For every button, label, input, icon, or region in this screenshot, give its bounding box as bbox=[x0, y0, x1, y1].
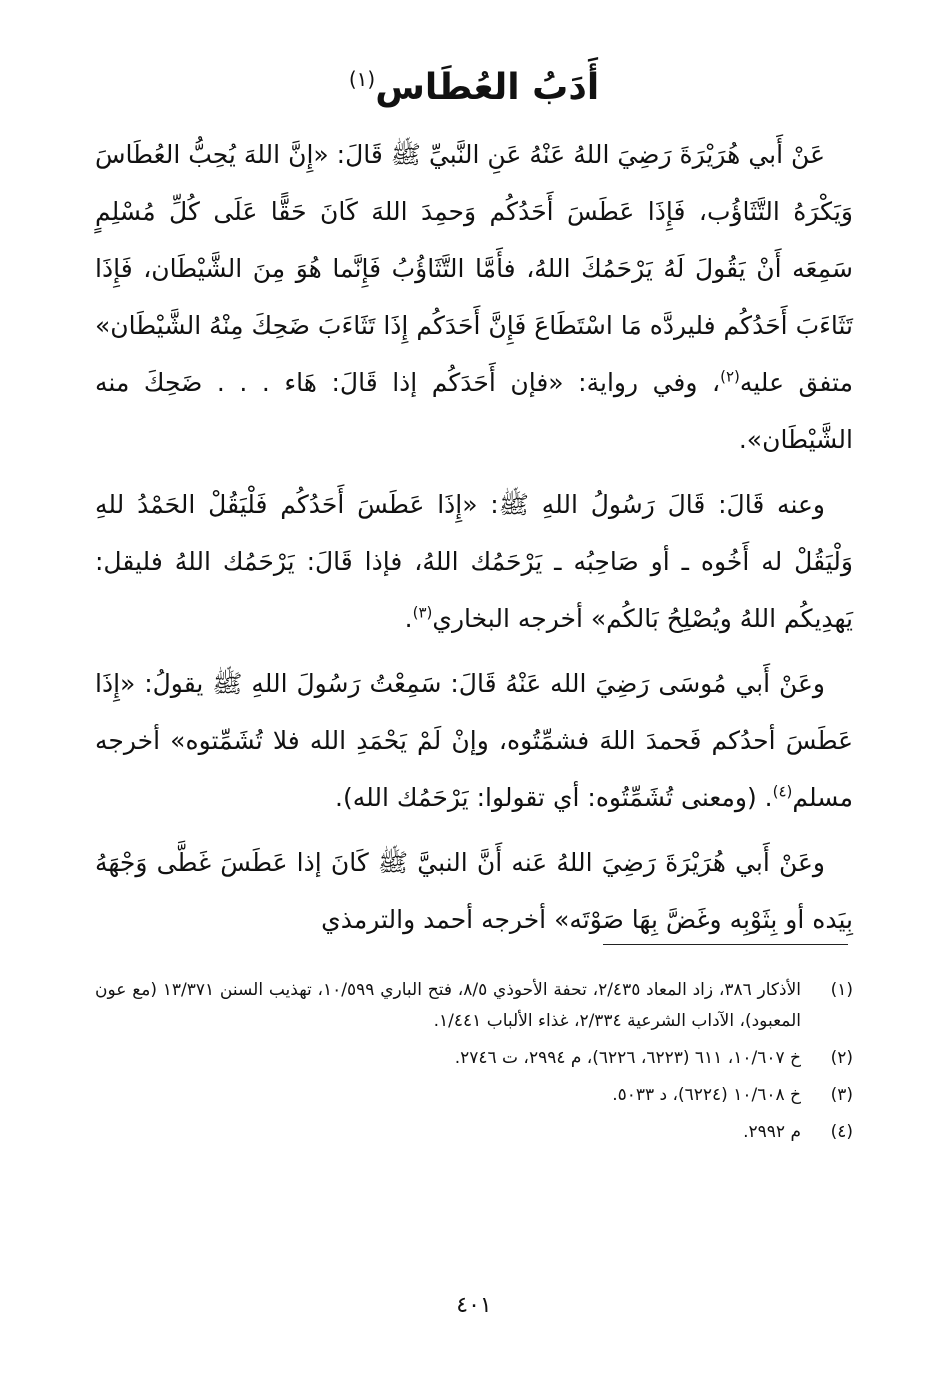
footnote-number: (٤) bbox=[830, 1122, 853, 1142]
paragraph bbox=[95, 126, 853, 468]
paragraph-text: عَنْ أَبي هُرَيْرَةَ رَضِيَ اللهُ عَنْهُ عَنِ النَّبيِّ ﷺ قَالَ: «إِنَّ اللهَ يُحِبُّ العُطَاسَ وَيَكْرَهُ التَّثَاؤُب، فَإِذَا عَطَسَ أَحَدُكُم وَحمِدَ اللهَ كَانَ حَقًّا عَلَى كُلِّ مُسْلِمٍ سَمِعَه أَنْ يَقُولَ لَهُ يَرْحَمُكَ اللهُ، فأَمَّا التَّثَاؤُبُ فَإِنَّما هُوَ مِنَ الشَّيْطَان، فَإِذَا تَثَاءَبَ أَحَدُكُم فليردَّه مَا اسْتَطَاعَ فَإِنَّ أَحَدَكُم إِذَا تَثَاءَبَ ضَحِكَ مِنْهُ الشَّيْطَان» متفق عليه bbox=[95, 140, 853, 397]
paragraph-text: ، وفي رواية: «فإن أَحَدَكُم إذا قَالَ: هَاء . . . ضَحِكَ منه الشَّيْطَان». bbox=[95, 368, 853, 454]
footnote-text: م ٢٩٩٢. bbox=[743, 1122, 801, 1142]
footnote-text: الأذكار ٣٨٦، زاد المعاد ٢/٤٣٥، تحفة الأحوذي ٨/٥، فتح الباري ١٠/٥٩٩، تهذيب السنن ١٣/٣٧١ (مع عون المعبود)، الآداب الشرعية ٢/٣٣٤، غذاء الألباب ١/٤٤١. bbox=[95, 980, 802, 1031]
paragraph-text: وعَنْ أَبي مُوسَى رَضِيَ الله عَنْهُ قَالَ: سَمِعْتُ رَسُولَ اللهِ ﷺ يقولُ: «إِذَا عَطَسَ أحدُكم فَحمدَ اللهَ فشمِّتُوه، وإنْ لَمْ يَحْمَدِ الله فلا تُشَمِّتوه» أخرجه مسلم bbox=[95, 669, 853, 812]
footnote-item bbox=[95, 1080, 853, 1111]
page-title bbox=[0, 58, 948, 118]
paragraph-text: . bbox=[404, 604, 413, 633]
title-text: أَدَبُ العُطَاس bbox=[375, 67, 600, 108]
footnote-text: خ ١٠/٦٠٧، ٦١١ (٦٢٢٣، ٦٢٢٦)، م ٢٩٩٤، ت ٢٧٤٦. bbox=[454, 1048, 801, 1068]
title-footnote-ref: (١) bbox=[348, 67, 376, 91]
footnote-item bbox=[95, 1043, 853, 1074]
footnote-separator bbox=[603, 944, 848, 945]
footnote-number: (٣) bbox=[830, 1085, 853, 1105]
body-text bbox=[95, 126, 853, 956]
footnote-number: (١) bbox=[830, 980, 853, 1000]
paragraph-text: وعنه قَالَ: قَالَ رَسُولُ اللهِ ﷺ: «إِذَا عَطَسَ أَحَدُكُم فَلْيَقُلْ الحَمْدُ للهِ وَلْيَقُلْ له أَخُوه ـ أو صَاحِبُه ـ يَرْحَمُك اللهُ، فإذا قَالَ: يَرْحَمُك اللهُ فليقل: يَهدِيكُم اللهُ ويُصْلِحُ بَالكُم» أخرجه البخاري bbox=[95, 490, 853, 633]
paragraph bbox=[95, 476, 853, 647]
footnote-ref: (٢) bbox=[720, 367, 740, 386]
footnote-ref: (٣) bbox=[412, 603, 433, 622]
paragraph bbox=[95, 655, 853, 826]
paragraph-text: وعَنْ أَبي هُرَيْرَةَ رَضِيَ اللهُ عَنه أَنَّ النبيَّ ﷺ كَانَ إذا عَطَسَ غَطَّى وَجْهَهُ بِيَده أو بِثَوْبِه وغَضَّ بِهَا صَوْتَه» أخرجه أحمد والترمذي bbox=[95, 848, 853, 934]
footnote-number: (٢) bbox=[830, 1048, 853, 1068]
footnote-item bbox=[95, 975, 853, 1037]
footnote-text: خ ١٠/٦٠٨ (٦٢٢٤)، د ٥٠٣٣. bbox=[612, 1085, 801, 1105]
page-number: ٤٠١ bbox=[456, 1293, 492, 1318]
paragraph bbox=[95, 834, 853, 948]
footnote-ref: (٤) bbox=[772, 782, 793, 801]
footnote-item bbox=[95, 1117, 853, 1148]
footnotes bbox=[95, 975, 853, 1154]
paragraph-text: . (ومعنى تُشَمِّتُوه: أي تقولوا: يَرْحَمُك الله). bbox=[335, 783, 773, 812]
